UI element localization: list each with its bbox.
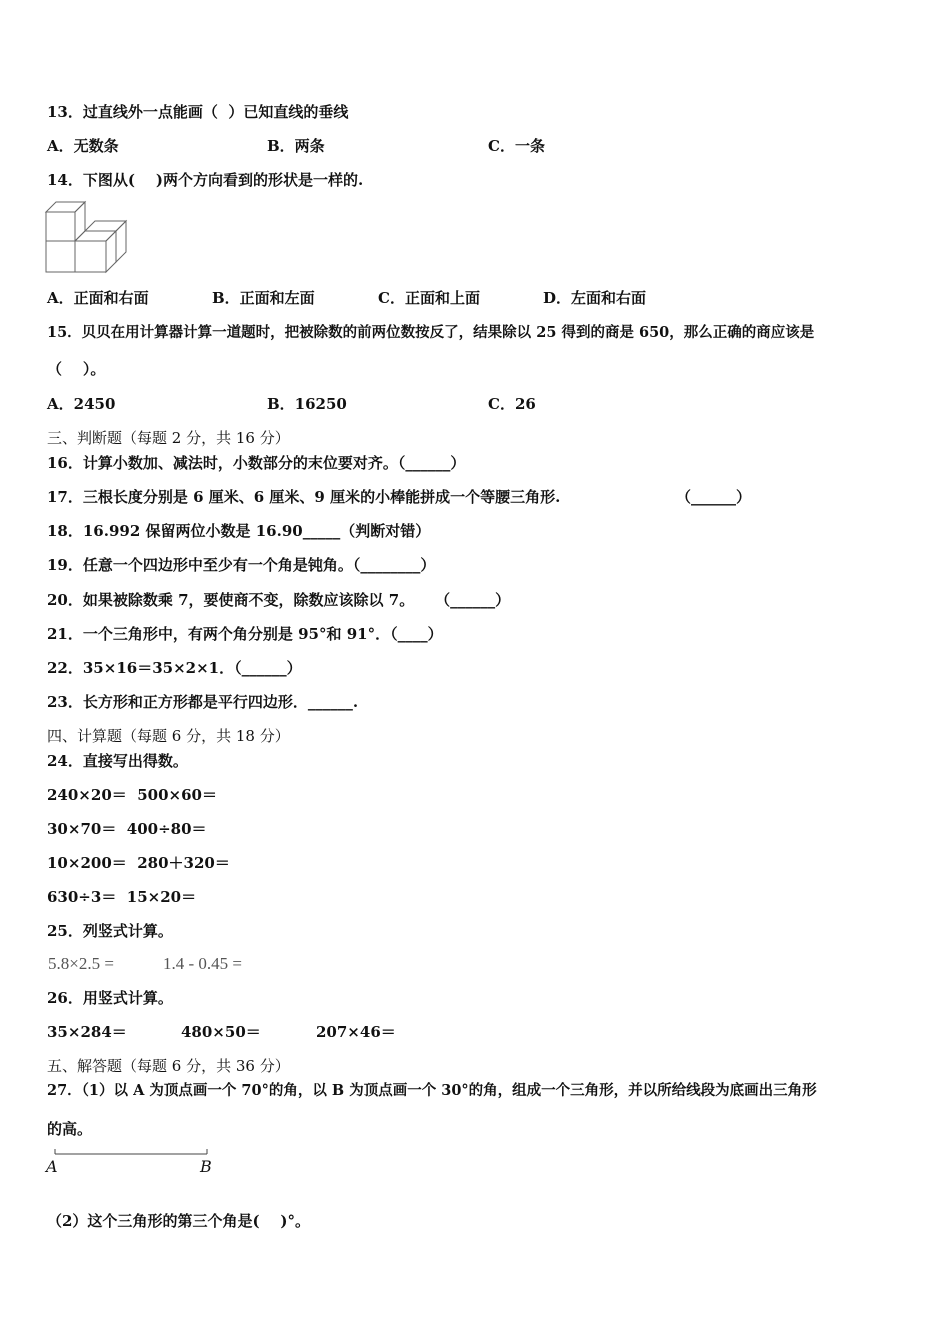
q26-expr-1: 35×284＝ [47,1023,127,1041]
q13-option-a[interactable]: A．无数条 [47,137,119,155]
q13-stem: 13．过直线外一点能画（ ）已知直线的垂线 [47,103,349,121]
q24-row: 30×70＝ 400÷80＝ [47,820,207,838]
section-3-heading: 三、判断题（每题 2 分，共 16 分） [47,429,290,447]
q15-option-c[interactable]: C．26 [488,395,536,413]
q15-stem: 15．贝贝在用计算器计算一道题时，把被除数的前两位数按反了，结果除以 25 得到的商是 650，那么正确的商应该是 [47,324,815,341]
section-4-heading: 四、计算题（每题 6 分，共 18 分） [47,727,290,745]
section-5-heading: 五、解答题（每题 6 分，共 36 分） [47,1057,290,1075]
q25-stem: 25．列竖式计算。 [47,922,173,940]
point-a-label: A [46,1157,58,1176]
q27-part2: （2）这个三角形的第三个角是( )°。 [47,1212,311,1230]
q24-stem: 24．直接写出得数。 [47,752,188,770]
q17: 17．三根长度分别是 6 厘米、6 厘米、9 厘米的小棒能拼成一个等腰三角形. [47,488,561,506]
q25-expr-1: 5.8×2.5 = [48,954,114,973]
q13-option-b[interactable]: B．两条 [267,137,325,155]
q15-stem-cont: （ ）。 [47,360,106,378]
q13-option-c[interactable]: C．一条 [488,137,545,155]
q26-stem: 26．用竖式计算。 [47,989,173,1007]
q24-row: 240×20＝ 500×60＝ [47,786,217,804]
q14-stem: 14．下图从( )两个方向看到的形状是一样的. [47,171,364,189]
cube-figure [44,199,130,275]
q25-expr-2: 1.4 - 0.45 = [163,954,242,973]
q26-expr-2: 480×50＝ [181,1023,261,1041]
q23: 23．长方形和正方形都是平行四边形．______. [47,693,359,711]
q26-expr-3: 207×46＝ [316,1023,396,1041]
q24-row: 10×200＝ 280＋320＝ [47,854,230,872]
q21: 21．一个三角形中，有两个角分别是 95°和 91°．（____） [47,625,443,643]
q15-option-a[interactable]: A．2450 [47,395,116,413]
q17-blank[interactable]: （______） [676,488,752,506]
q19: 19．任意一个四边形中至少有一个角是钝角。（________） [47,556,436,574]
q14-option-d[interactable]: D．左面和右面 [543,289,647,307]
q14-option-b[interactable]: B．正面和左面 [212,289,315,307]
q22: 22．35×16＝35×2×1．（______） [47,659,302,677]
segment-ab [46,1146,216,1178]
q14-option-c[interactable]: C．正面和上面 [378,289,480,307]
q20: 20．如果被除数乘 7，要使商不变，除数应该除以 7。 （______） [47,591,511,609]
q14-option-a[interactable]: A．正面和右面 [47,289,149,307]
q18: 18．16.992 保留两位小数是 16.90_____（判断对错） [47,522,431,540]
q27-part1: 27．（1）以 A 为顶点画一个 70°的角，以 B 为顶点画一个 30°的角，组成一个三角形，并以所给线段为底画出三角形 [47,1082,817,1099]
q27-part1-cont: 的高。 [47,1120,93,1138]
q24-row: 630÷3＝ 15×20＝ [47,888,197,906]
q16: 16．计算小数加、减法时，小数部分的末位要对齐。（______） [47,454,466,472]
q15-option-b[interactable]: B．16250 [267,395,347,413]
point-b-label: B [200,1157,212,1176]
